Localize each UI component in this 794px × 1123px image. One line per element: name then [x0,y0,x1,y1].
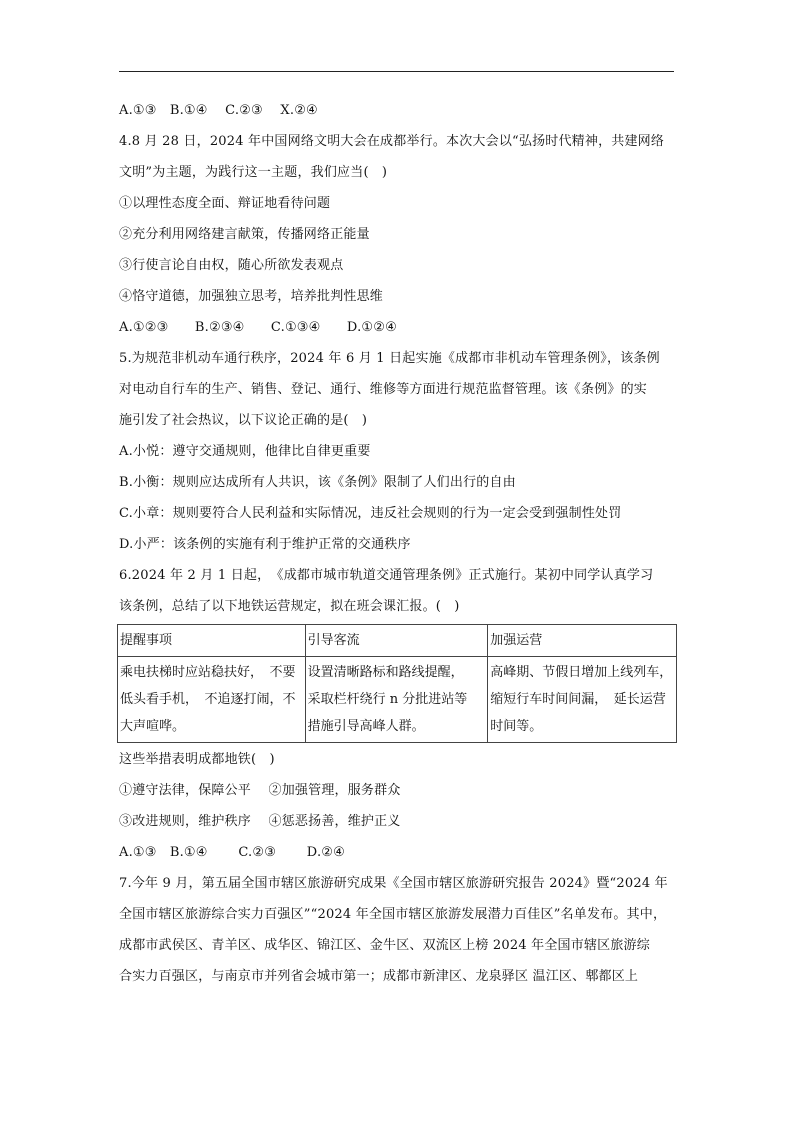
q7-stem-line-2: 全国市辖区旅游综合实力百强区”“2024 年全国市辖区旅游发展潜力百佳区”名单发布。其中， [119,907,667,922]
cell-line: 时间等。 [490,719,543,734]
q6-items-line-1: ①遵守法律，保障公平 ②加强管理，服务群众 [119,783,401,798]
exam-page [119,98,679,990]
q4-options: A.①②③ B.②③④ C.①③④ D.①②④ [119,320,397,335]
q4-item-3: ③行使言论自由权，随心所欲发表观点 [119,258,344,273]
table-header-cell: 提醒事项 [118,625,306,657]
table-row [118,657,677,743]
table-cell [305,657,488,743]
q7-stem-line-3: 成都市武侯区、青羊区、成华区、锦江区、金牛区、双流区上榜 2024 年全国市辖区旅游综 [119,938,650,953]
q6-options: A.①③ B.①④ C.②③ D.②④ [119,845,346,860]
q5-option-d: D.小严：该条例的实施有利于维护正常的交通秩序 [119,537,411,552]
cell-line: 低头看手机， 不追逐打闹，不 [120,692,296,707]
q4-stem-line-2: 文明”为主题，为践行这一主题，我们应当( ) [119,165,388,180]
q7-stem-line-1: 7.今年 9 月，第五届全国市辖区旅游研究成果《全国市辖区旅游研究报告 2024》暨“2024 年 [119,876,668,891]
q4-stem-line-1: 4.8 月 28 日，2024 年中国网络文明大会在成都举行。本次大会以“弘扬时代精神，共建网络 [119,134,665,149]
cell-line: 措施引导高峰人群。 [307,719,425,734]
q5-option-b: B.小衡：规则应达成所有人共识，该《条例》限制了人们出行的自由 [119,475,516,490]
q4-item-4: ④恪守道德，加强独立思考，培养批判性思维 [119,289,384,304]
q6-table [117,624,677,743]
q5-stem-line-1: 5.为规范非机动车通行秩序，2024 年 6 月 1 日起实施《成都市非机动车管理条例》，该条例 [119,351,660,366]
q5-stem-line-3: 施引发了社会热议，以下议论正确的是( ) [119,413,368,428]
q6-after-table: 这些举措表明成都地铁( ) [119,752,275,767]
q6-items-line-2: ③改进规则，维护秩序 ④惩恶扬善，维护正义 [119,814,401,829]
q4-item-2: ②充分利用网络建言献策，传播网络正能量 [119,227,370,242]
cell-line: 采取栏杆绕行 n 分批进站等 [307,692,468,707]
cell-line: 设置清晰路标和路线提醒， [307,665,464,680]
prev-question-options: A.①③ B.①④ C.②③ X.②④ [119,103,318,118]
q6-stem-line-1: 6.2024 年 2 月 1 日起， 《成都市城市轨道交通管理条例》正式施行。某初中同学认真学习 [119,568,654,583]
table-cell [118,657,306,743]
table-header-cell: 引导客流 [305,625,488,657]
q4-item-1: ①以理性态度全面、辩证地看待问题 [119,196,331,211]
cell-line: 缩短行车时间间漏， 延长运营 [490,692,666,707]
q5-stem-line-2: 对电动自行车的生产、销售、登记、通行、维修等方面进行规范监督管理。该《条例》的实 [119,382,648,397]
table-header-row [118,625,677,657]
q5-option-a: A.小悦：遵守交通规则，他律比自律更重要 [119,444,371,459]
cell-line: 乘电扶梯时应站稳扶好， 不要 [120,665,296,680]
table-cell [488,657,677,743]
table-header-cell: 加强运营 [488,625,677,657]
q6-stem-line-2: 该条例，总结了以下地铁运营规定，拟在班会课汇报。( ) [119,599,460,614]
header-rule [119,71,674,72]
cell-line: 高峰期、节假日增加上线列车， [490,665,673,680]
q7-stem-line-4: 合实力百强区，与南京市并列省会城市第一；成都市新津区、龙泉驿区 温江区、郫都区上 [119,969,639,984]
cell-line: 大声喧哗。 [120,719,186,734]
q5-option-c: C.小章：规则要符合人民利益和实际情况，违反社会规则的行为一定会受到强制性处罚 [119,506,622,521]
